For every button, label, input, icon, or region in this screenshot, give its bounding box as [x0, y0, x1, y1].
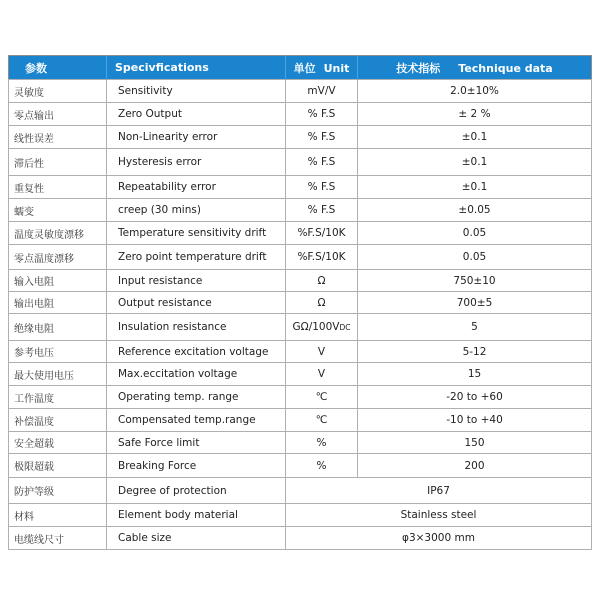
param-en: Insulation resistance	[107, 314, 286, 341]
param-value: ± 2 %	[358, 103, 592, 126]
param-cn: 防护等级	[9, 478, 107, 504]
header-spec: Specivfications	[107, 56, 286, 80]
table-header-row	[9, 56, 592, 80]
param-en: Non-Linearity error	[107, 126, 286, 149]
param-cn: 安全超载	[9, 432, 107, 454]
param-unit: ℃	[286, 409, 358, 432]
param-value: 0.05	[358, 245, 592, 270]
param-unit: %	[286, 432, 358, 454]
param-cn: 零点输出	[9, 103, 107, 126]
param-value-merged: IP67	[286, 478, 592, 504]
header-param: 参数	[9, 56, 107, 80]
table-row	[9, 386, 592, 409]
param-cn: 零点温度漂移	[9, 245, 107, 270]
table-row	[9, 478, 592, 504]
param-unit: Ω	[286, 292, 358, 314]
param-en: Input resistance	[107, 270, 286, 292]
param-cn: 绝缘电阻	[9, 314, 107, 341]
param-value-merged: φ3×3000 mm	[286, 527, 592, 550]
table-row	[9, 527, 592, 550]
param-en: Compensated temp.range	[107, 409, 286, 432]
table-row	[9, 341, 592, 363]
param-en: Hysteresis error	[107, 149, 286, 176]
param-en: Repeatability error	[107, 176, 286, 199]
param-value: 700±5	[358, 292, 592, 314]
param-value: ±0.1	[358, 176, 592, 199]
param-value: -20 to +60	[358, 386, 592, 409]
table-row	[9, 432, 592, 454]
param-value: 750±10	[358, 270, 592, 292]
param-en: Breaking Force	[107, 454, 286, 478]
spec-table	[8, 55, 592, 550]
param-en: Max.eccitation voltage	[107, 363, 286, 386]
param-unit: ℃	[286, 386, 358, 409]
header-data: 技术指标 Technique data	[358, 56, 592, 80]
table-row	[9, 176, 592, 199]
param-cn: 蠕变	[9, 199, 107, 222]
table-row	[9, 454, 592, 478]
param-unit: mV/V	[286, 80, 358, 103]
param-cn: 线性误差	[9, 126, 107, 149]
unit-subscript: DC	[339, 323, 351, 332]
param-unit: Ω	[286, 270, 358, 292]
param-en: Operating temp. range	[107, 386, 286, 409]
param-value: 15	[358, 363, 592, 386]
param-en: Zero Output	[107, 103, 286, 126]
param-unit: %F.S/10K	[286, 245, 358, 270]
param-unit: % F.S	[286, 199, 358, 222]
table-row	[9, 504, 592, 527]
param-en: Zero point temperature drift	[107, 245, 286, 270]
param-unit: % F.S	[286, 126, 358, 149]
header-unit: 单位 Unit	[286, 56, 358, 80]
param-cn: 滞后性	[9, 149, 107, 176]
param-unit: % F.S	[286, 103, 358, 126]
param-value-merged: Stainless steel	[286, 504, 592, 527]
param-cn: 电缆线尺寸	[9, 527, 107, 550]
param-value: ±0.1	[358, 126, 592, 149]
unit-main: GΩ/100V	[292, 321, 340, 333]
param-value: -10 to +40	[358, 409, 592, 432]
table-row	[9, 270, 592, 292]
param-cn: 工作温度	[9, 386, 107, 409]
param-en: Degree of protection	[107, 478, 286, 504]
param-unit	[286, 314, 358, 341]
param-en: Safe Force limit	[107, 432, 286, 454]
param-en: Temperature sensitivity drift	[107, 222, 286, 245]
param-unit: %F.S/10K	[286, 222, 358, 245]
table-row	[9, 149, 592, 176]
param-unit: % F.S	[286, 149, 358, 176]
param-cn: 补偿温度	[9, 409, 107, 432]
param-en: Sensitivity	[107, 80, 286, 103]
param-value: 2.0±10%	[358, 80, 592, 103]
table-row	[9, 245, 592, 270]
table-row	[9, 363, 592, 386]
param-cn: 最大使用电压	[9, 363, 107, 386]
param-value: ±0.05	[358, 199, 592, 222]
table-row	[9, 80, 592, 103]
param-cn: 输入电阻	[9, 270, 107, 292]
param-cn: 极限超载	[9, 454, 107, 478]
table-row	[9, 103, 592, 126]
param-value: ±0.1	[358, 149, 592, 176]
table-row	[9, 409, 592, 432]
table-row	[9, 126, 592, 149]
param-cn: 材料	[9, 504, 107, 527]
param-en: Reference excitation voltage	[107, 341, 286, 363]
param-unit: V	[286, 363, 358, 386]
param-cn: 灵敏度	[9, 80, 107, 103]
param-value: 0.05	[358, 222, 592, 245]
param-cn: 输出电阻	[9, 292, 107, 314]
param-cn: 温度灵敏度漂移	[9, 222, 107, 245]
param-value: 5-12	[358, 341, 592, 363]
param-cn: 重复性	[9, 176, 107, 199]
param-cn: 参考电压	[9, 341, 107, 363]
table-row	[9, 222, 592, 245]
param-unit: V	[286, 341, 358, 363]
param-en: Cable size	[107, 527, 286, 550]
param-en: Element body material	[107, 504, 286, 527]
param-unit: % F.S	[286, 176, 358, 199]
param-value: 5	[358, 314, 592, 341]
param-en: creep (30 mins)	[107, 199, 286, 222]
param-value: 150	[358, 432, 592, 454]
table-row	[9, 292, 592, 314]
param-value: 200	[358, 454, 592, 478]
table-row	[9, 199, 592, 222]
table-row	[9, 314, 592, 341]
param-en: Output resistance	[107, 292, 286, 314]
param-unit: %	[286, 454, 358, 478]
